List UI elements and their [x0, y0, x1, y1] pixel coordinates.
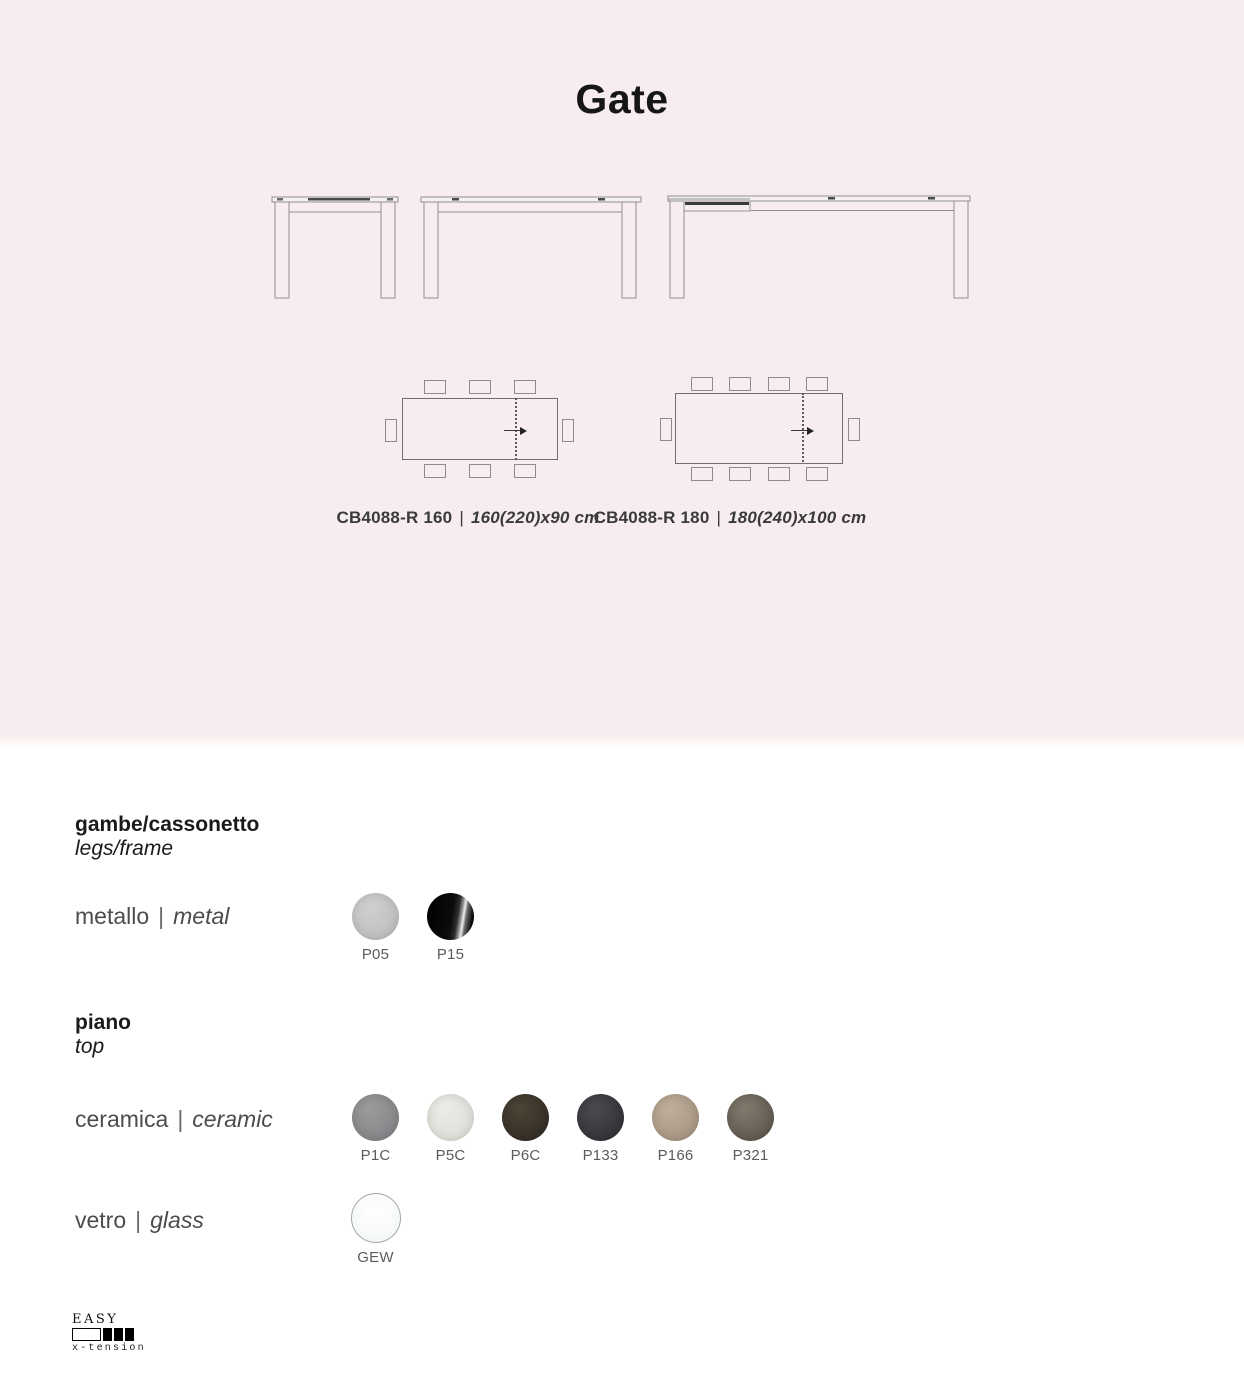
finish-swatch-circle-gew — [351, 1193, 401, 1243]
extension-arrow-head-icon — [520, 427, 527, 435]
material-it: metallo — [75, 903, 150, 929]
table-side-elevations — [260, 190, 980, 305]
finish-swatch-code: P05 — [361, 946, 390, 963]
finish-swatch-p321 — [713, 1094, 788, 1164]
extension-open-box-icon — [72, 1328, 101, 1341]
separator: | — [459, 508, 464, 527]
section-title: gambe/cassonetto — [75, 813, 260, 836]
finish-swatch-circle-p166 — [652, 1094, 699, 1141]
variant-code: CB4088-R 160 — [336, 508, 453, 527]
chair-outline — [469, 380, 491, 394]
material-it: ceramica — [75, 1106, 169, 1132]
finish-swatch-code: P1C — [360, 1147, 391, 1164]
finish-swatch-p5c — [413, 1094, 488, 1164]
swatch-row-metal — [338, 893, 488, 963]
finish-swatch-circle-p6c — [502, 1094, 549, 1141]
finish-swatch-p15 — [413, 893, 488, 963]
finish-swatch-code: GEW — [357, 1249, 394, 1266]
section-header-legs-frame — [75, 812, 259, 861]
finish-swatch-gew — [338, 1193, 413, 1266]
extension-arrow-line — [504, 430, 521, 431]
variant-label-160 — [328, 508, 608, 528]
material-en: glass — [150, 1207, 204, 1233]
table-top-outline — [675, 393, 843, 464]
material-en: ceramic — [192, 1106, 273, 1132]
chair-outline — [806, 467, 828, 481]
finish-swatch-p1c — [338, 1094, 413, 1164]
table-side-view-extended — [668, 196, 970, 298]
section-header-top — [75, 1010, 131, 1059]
chair-outline — [691, 467, 713, 481]
section-subtitle: top — [75, 1035, 105, 1058]
table-side-view-end — [272, 197, 398, 298]
extension-leaf-icon — [125, 1328, 134, 1341]
chair-outline — [768, 467, 790, 481]
plan-view-160 — [380, 372, 580, 484]
finish-swatch-p05 — [338, 893, 413, 963]
finish-swatch-code: P5C — [435, 1147, 466, 1164]
finish-swatch-circle-p133 — [577, 1094, 624, 1141]
chair-outline — [514, 464, 536, 478]
chair-outline — [848, 418, 860, 441]
chair-outline — [806, 377, 828, 391]
finish-swatch-code: P6C — [510, 1147, 541, 1164]
material-label-metal — [75, 903, 229, 930]
material-label-glass — [75, 1207, 204, 1234]
finish-swatch-p6c — [488, 1094, 563, 1164]
chair-outline — [385, 419, 397, 442]
hero-bottom-fade — [0, 736, 1244, 748]
easy-logo-subtext: x-tension — [72, 1343, 146, 1354]
finish-swatch-p133 — [563, 1094, 638, 1164]
easy-logo-word: EASY — [72, 1312, 119, 1327]
plan-view-180 — [650, 370, 870, 482]
chair-outline — [768, 377, 790, 391]
easy-xtension-logo — [72, 1313, 146, 1354]
finish-swatch-code: P15 — [436, 946, 465, 963]
material-label-ceramic — [75, 1106, 273, 1133]
table-top-outline — [402, 398, 558, 460]
variant-size: 160(220)x90 cm — [470, 508, 600, 527]
variant-label-180 — [590, 508, 870, 528]
chair-outline — [729, 467, 751, 481]
chair-outline — [424, 380, 446, 394]
section-title: piano — [75, 1011, 131, 1034]
variant-size: 180(240)x100 cm — [728, 508, 867, 527]
chair-outline — [691, 377, 713, 391]
chair-outline — [469, 464, 491, 478]
extension-arrow-line — [791, 430, 808, 431]
finish-swatch-circle-p15 — [427, 893, 474, 940]
finish-swatch-circle-p05 — [352, 893, 399, 940]
finish-swatch-code: P133 — [582, 1147, 619, 1164]
chair-outline — [424, 464, 446, 478]
finish-swatch-circle-p1c — [352, 1094, 399, 1141]
separator: | — [158, 903, 165, 929]
finish-swatch-p166 — [638, 1094, 713, 1164]
finish-swatch-circle-p321 — [727, 1094, 774, 1141]
separator: | — [716, 508, 722, 527]
section-subtitle: legs/frame — [75, 837, 174, 860]
finish-swatch-code: P321 — [732, 1147, 769, 1164]
chair-outline — [729, 377, 751, 391]
swatch-row-ceramic — [338, 1094, 788, 1164]
chair-outline — [562, 419, 574, 442]
chair-outline — [514, 380, 536, 394]
separator: | — [135, 1207, 142, 1233]
material-en: metal — [173, 903, 230, 929]
easy-logo-extension-icon — [72, 1328, 146, 1341]
finish-swatch-code: P166 — [657, 1147, 694, 1164]
extension-arrow-head-icon — [807, 427, 814, 435]
separator: | — [177, 1106, 184, 1132]
page-title: Gate — [575, 76, 669, 122]
finish-swatch-circle-p5c — [427, 1094, 474, 1141]
variant-code: CB4088-R 180 — [593, 508, 710, 527]
table-side-view-closed — [421, 197, 641, 298]
swatch-row-glass — [338, 1193, 413, 1266]
extension-split-line — [802, 393, 804, 462]
material-it: vetro — [75, 1207, 127, 1233]
extension-leaf-icon — [114, 1328, 123, 1341]
extension-leaf-icon — [103, 1328, 112, 1341]
extension-split-line — [515, 398, 517, 460]
chair-outline — [660, 418, 672, 441]
